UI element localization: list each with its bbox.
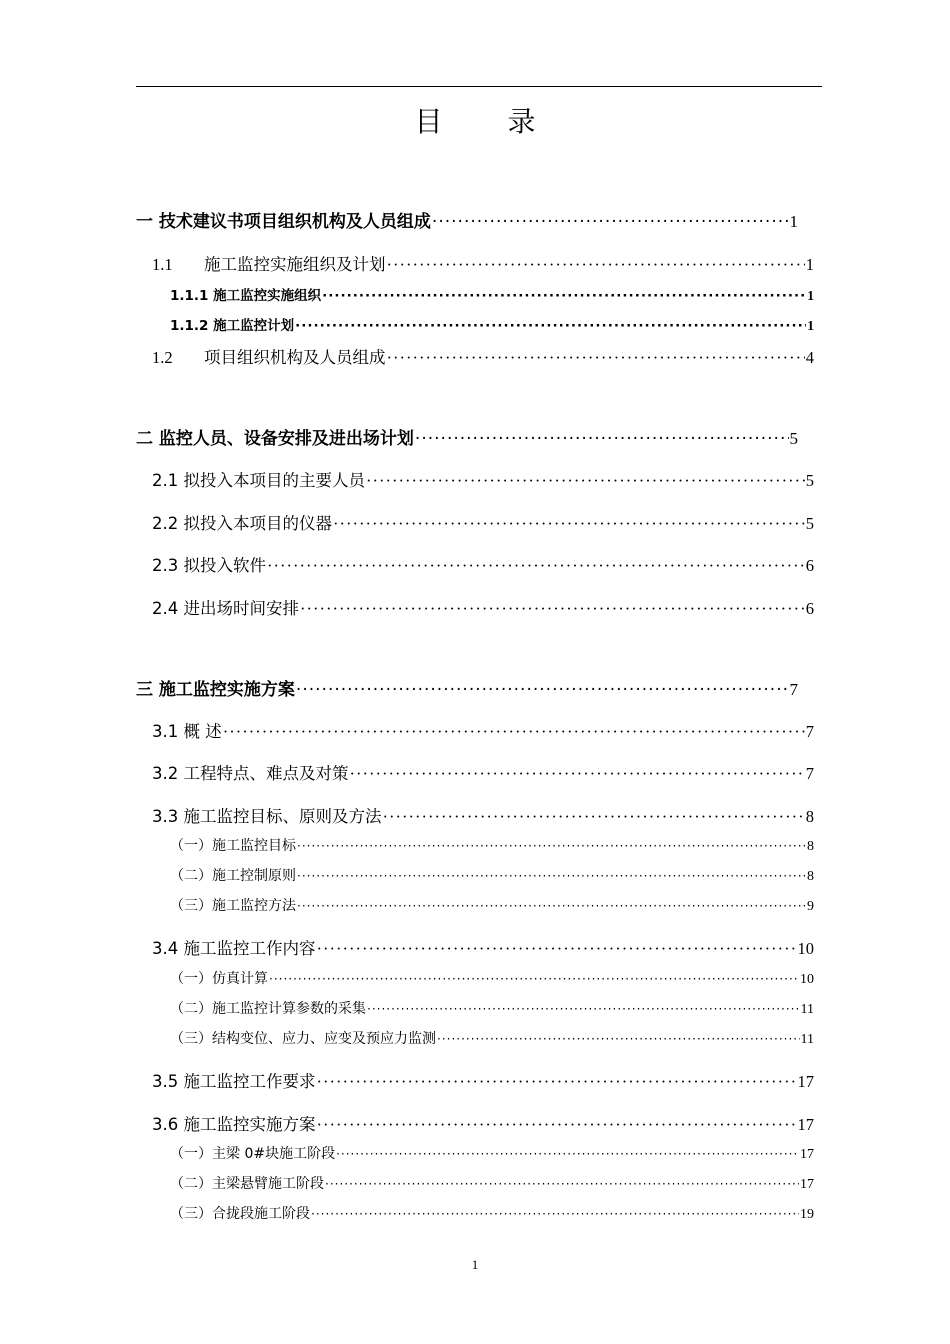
toc-entry[interactable] [170,968,814,988]
toc-entry[interactable] [170,314,814,334]
toc-leader [350,764,805,784]
toc-entry-number: 1.1 [152,255,173,274]
toc-entry-page: 11 [800,1002,814,1017]
toc-leader [296,680,789,700]
toc-entry-page: 19 [800,1207,814,1222]
toc-leader [317,1072,797,1092]
toc-entry-page: 8 [807,869,814,884]
toc-entry[interactable] [170,284,814,304]
toc-entry-label: 2.3 拟投入软件 [152,556,266,575]
toc-leader [297,839,806,853]
toc-entry-page: 6 [805,556,814,575]
toc-entry[interactable] [152,467,814,491]
toc-entry[interactable] [170,998,814,1018]
toc-entry[interactable] [152,251,814,275]
toc-entry-label: 1.1.2 施工监控计划 [170,318,295,334]
toc-leader [322,288,806,304]
toc-entry[interactable] [170,1173,814,1193]
toc-entry-page: 17 [797,1072,814,1091]
toc-entry[interactable] [152,552,814,576]
toc-entry-page: 5 [805,471,814,490]
toc-entry-label: 3.1 概 述 [152,722,222,741]
toc-entry[interactable] [170,1028,814,1048]
toc-leader [333,514,805,534]
toc-entry-label [152,344,386,368]
toc-entry[interactable] [136,675,798,700]
toc-entry-label: 三 施工监控实施方案 [136,680,295,700]
toc-entry[interactable] [170,1203,814,1223]
toc-entry-page: 17 [797,1115,814,1134]
page-number: 1 [471,1257,479,1272]
toc-leader [295,318,806,334]
toc-entry-page: 7 [805,722,814,741]
toc-leader [297,899,806,913]
toc-entry[interactable] [152,344,814,368]
toc-entry-page: 17 [800,1177,814,1192]
toc-entry-page: 1 [789,212,798,231]
toc-entry-page: 7 [805,764,814,783]
toc-entry-label: （三）结构变位、应力、应变及预应力监测 [170,1031,436,1047]
toc-entry-label: （一）施工监控目标 [170,838,296,854]
toc-leader [317,1115,797,1135]
toc-entry-label: 1.1.1 施工监控实施组织 [170,288,322,304]
toc-leader [366,471,805,491]
toc-entry-page: 8 [807,839,814,854]
toc-entry[interactable] [152,1111,814,1135]
toc-entry[interactable] [152,595,814,619]
toc-leader [317,939,797,959]
toc-entry[interactable] [170,865,814,885]
toc-leader [415,429,789,449]
toc-leader [387,255,805,275]
toc-entry[interactable] [152,1068,814,1092]
toc-entry-number: 1.2 [152,348,173,367]
toc-entry-page: 4 [805,348,814,367]
toc-entry-page: 11 [800,1032,814,1047]
page-title: 目 录 [414,105,564,138]
toc-leader [387,348,805,368]
toc-entry-page: 5 [805,514,814,533]
toc-leader [367,1002,800,1016]
toc-entry-label: 2.1 拟投入本项目的主要人员 [152,471,365,490]
toc-entry-label: （一）主梁 0#块施工阶段 [170,1146,336,1162]
toc-leader [269,972,799,986]
toc-entry-label: （一）仿真计算 [170,971,268,987]
toc-entry[interactable] [136,207,798,232]
toc-entry[interactable] [170,835,814,855]
toc-entry-label [152,251,386,275]
toc-entry-label: 3.2 工程特点、难点及对策 [152,764,349,783]
toc-entry-label: 一 技术建议书项目组织机构及人员组成 [136,212,431,232]
toc-entry-text: 项目组织机构及人员组成 [204,348,386,367]
toc-entry[interactable] [152,803,814,827]
toc-entry-page: 1 [805,255,814,274]
toc-leader [432,212,789,232]
toc-leader [223,722,805,742]
toc-entry-label: 2.4 进出场时间安排 [152,599,299,618]
toc-entry-label: 3.5 施工监控工作要求 [152,1072,316,1091]
toc-entry[interactable] [152,760,814,784]
toc-entry-label: （二）施工控制原则 [170,868,296,884]
toc-entry-page: 10 [797,939,814,958]
toc-entry-page: 8 [805,807,814,826]
toc-entry[interactable] [152,718,814,742]
toc-entry-page: 6 [805,599,814,618]
toc-entry[interactable] [170,895,814,915]
toc-entry[interactable] [136,424,798,449]
toc-entry-label: （二）施工监控计算参数的采集 [170,1001,366,1017]
toc-entry[interactable] [170,1143,814,1163]
toc-entry-page: 5 [789,429,798,448]
toc-entry-page: 17 [800,1147,814,1162]
toc-leader [336,1147,799,1161]
toc-entry-page: 1 [807,318,814,333]
toc-leader [311,1207,799,1221]
toc-entry-label: 二 监控人员、设备安排及进出场计划 [136,429,414,449]
toc-entry-label: 3.3 施工监控目标、原则及方法 [152,807,382,826]
toc-entry-label: 3.4 施工监控工作内容 [152,939,316,958]
toc-entry[interactable] [152,510,814,534]
toc-entry-label: （三）合拢段施工阶段 [170,1206,310,1222]
toc-entry-text: 施工监控实施组织及计划 [204,255,386,274]
toc-entry-page: 10 [800,972,814,987]
toc-entry-label: 3.6 施工监控实施方案 [152,1115,316,1134]
toc-entry-label: 2.2 拟投入本项目的仪器 [152,514,332,533]
toc-leader [325,1177,799,1191]
toc-leader [267,556,805,576]
toc-entry-page: 9 [807,899,814,914]
toc-entry-label: （三）施工监控方法 [170,898,296,914]
toc-leader [300,599,805,619]
toc-leader [297,869,806,883]
toc-leader [437,1032,800,1046]
toc-entry-page: 1 [807,288,814,303]
toc-leader [383,807,805,827]
toc-entry[interactable] [152,935,814,959]
toc-entry-page: 7 [789,680,798,699]
toc-entry-label: （二）主梁悬臂施工阶段 [170,1176,324,1192]
